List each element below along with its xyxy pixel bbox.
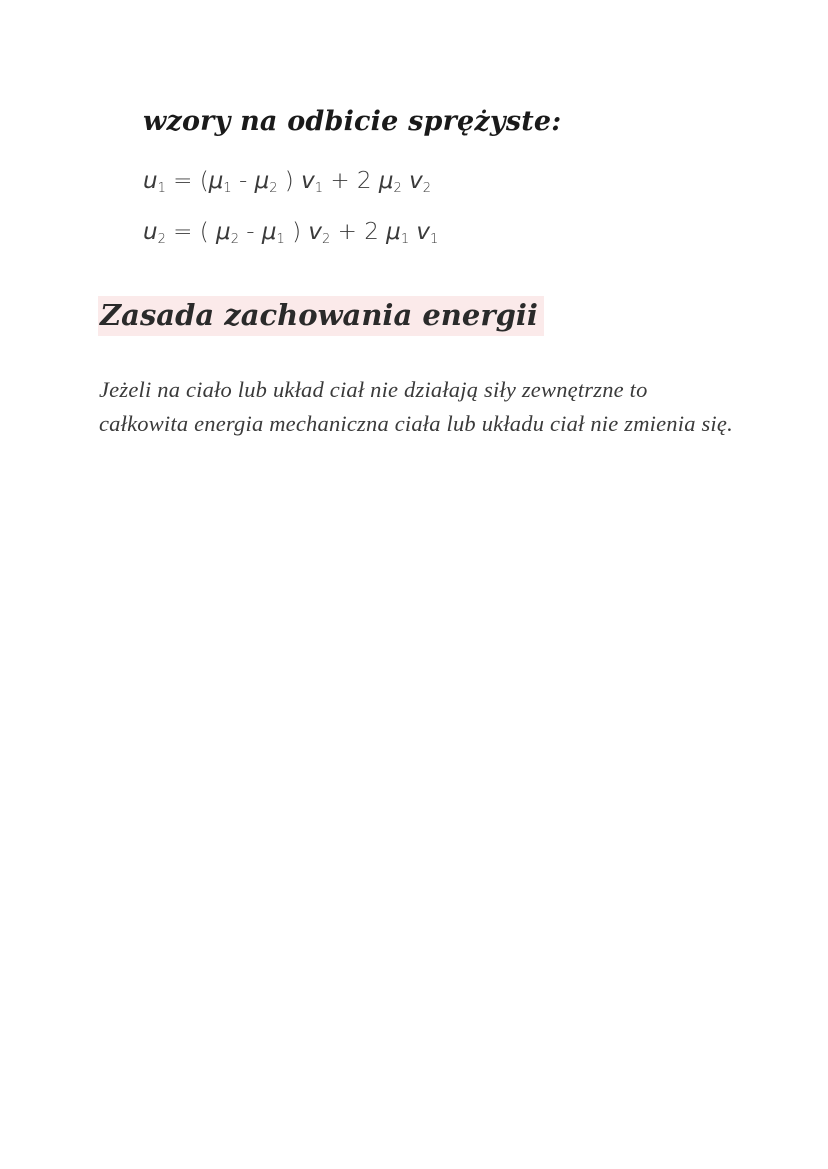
formula-operator: ) (284, 219, 309, 245)
formula-symbol: v (308, 219, 323, 245)
formula-subscript: 1 (223, 181, 232, 196)
formula-symbol: μ (261, 219, 277, 245)
formula-operator: ) (277, 168, 302, 194)
formula-operator: + 2 (323, 168, 379, 194)
formula-line-2 (143, 219, 438, 245)
formula-symbol: v (409, 168, 423, 194)
formula-subscript: 2 (157, 232, 166, 247)
formula-subscript: 1 (400, 232, 410, 247)
formula-line-1 (143, 168, 431, 194)
formula-subscript: 2 (230, 232, 239, 247)
formula-operator: - (231, 168, 255, 194)
formula-subscript: 1 (430, 232, 439, 247)
formula-symbol: μ (216, 219, 231, 245)
formula-operator: = ( (165, 219, 217, 245)
section-title: Zasada zachowania energii (98, 296, 544, 336)
formula-operator: - (238, 219, 262, 245)
formula-subscript: 2 (322, 232, 331, 247)
formula-subscript: 1 (276, 232, 285, 247)
formula-subscript: 2 (393, 181, 402, 196)
formula-symbol: u (143, 219, 158, 245)
formula-symbol: μ (254, 168, 270, 194)
formula-subscript: 2 (422, 181, 431, 196)
formula-symbol: μ (386, 219, 401, 245)
section-body-text: Jeżeli na ciało lub układ ciał nie działają siły zewnętrzne to całkowita energia mechaniczna ciała lub układu ciał nie zmienia się. (99, 377, 733, 436)
formula-operator: = ( (165, 168, 209, 194)
formula-subscript: 2 (269, 181, 278, 196)
formula-heading: wzory na odbicie sprężyste: (143, 106, 562, 137)
formula-symbol: v (416, 219, 431, 245)
formula-operator: + 2 (330, 219, 387, 245)
formula-symbol: μ (378, 168, 394, 194)
formula-subscript: 1 (314, 181, 324, 196)
formula-symbol: u (143, 168, 158, 194)
formula-symbol: μ (208, 168, 224, 194)
formula-symbol: v (301, 168, 315, 194)
formula-subscript: 1 (157, 181, 166, 196)
